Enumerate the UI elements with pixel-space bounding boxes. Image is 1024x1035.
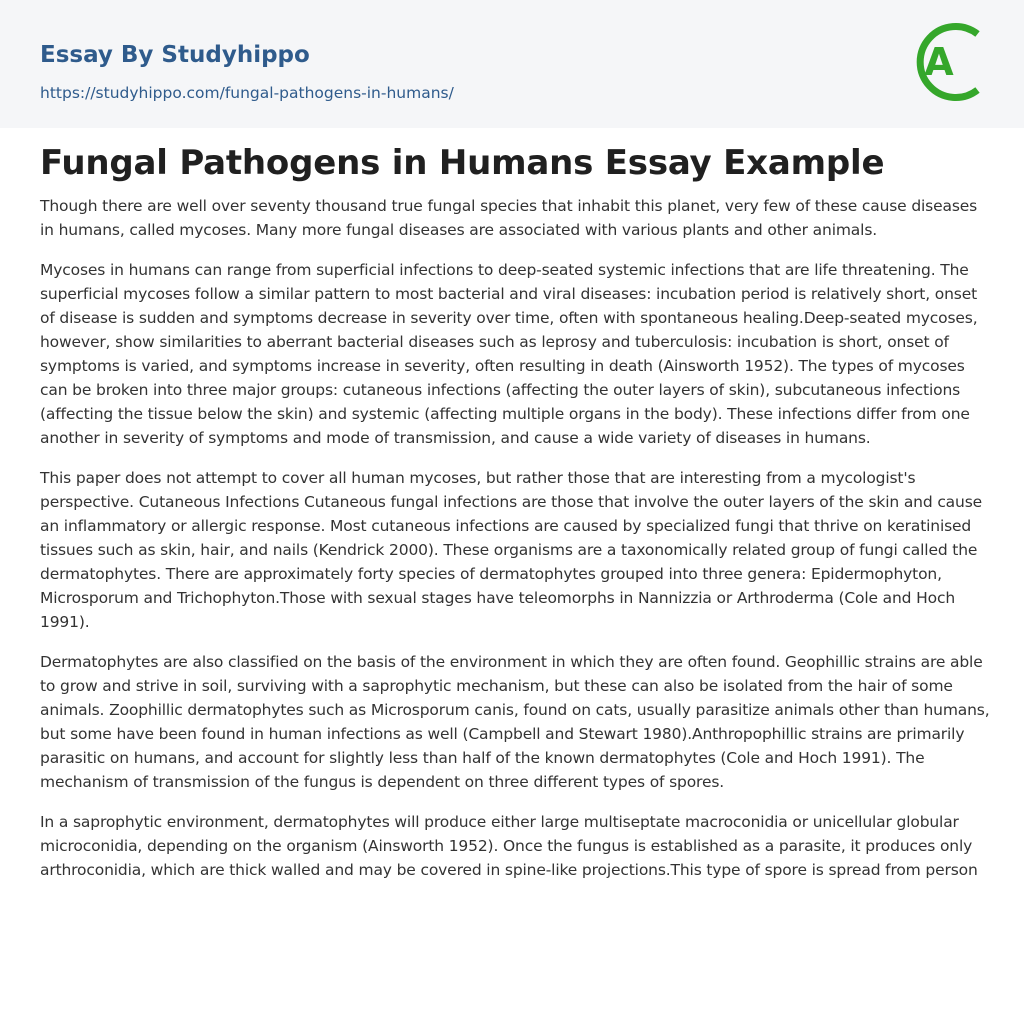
brand-title[interactable]: Essay By Studyhippo	[40, 42, 310, 68]
source-url-link[interactable]: https://studyhippo.com/fungal-pathogens-in-humans/	[40, 84, 454, 102]
studyhippo-logo-icon[interactable]	[913, 20, 987, 104]
essay-paragraph: This paper does not attempt to cover all human mycoses, but rather those that are interesting from a mycologist's perspective. Cutaneous Infections Cutaneous fungal infections are those that involve the outer layers of the skin and cause an inflammatory or allergic response. Most cutaneous infections are caused by specialized fungi that thrive on keratinised tissues such as skin, hair, and nails (Kendrick 2000). These organisms are a taxonomically related group of fungi called the dermatophytes. There are approximately forty species of dermatophytes grouped into three genera: Epidermophyton, Microsporum and Trichophyton.Those with sexual stages have teleomorphs in Nannizzia or Arthroderma (Cole and Hoch 1991).	[40, 469, 983, 631]
essay-paragraph: In a saprophytic environment, dermatophytes will produce either large multiseptate macroconidia or unicellular globular microconidia, depending on the organism (Ainsworth 1952). Once the fungus is established as a parasite, it produces only arthroconidia, which are thick walled and may be covered in spine-like projections.This type of spore is spread from person	[40, 813, 978, 879]
essay-paragraph: Dermatophytes are also classified on the basis of the environment in which they are often found. Geophillic strains are able to grow and strive in soil, surviving with a saprophytic mechanism, but these can also be isolated from the hair of some animals. Zoophillic dermatophytes such as Microsporum canis, found on cats, usually parasitize animals other than humans, but some have been found in human infections as well (Campbell and Stewart 1980).Anthropophillic strains are primarily parasitic on humans, and account for slightly less than half of the known dermatophytes (Cole and Hoch 1991). The mechanism of transmission of the fungus is dependent on three different types of spores.	[40, 653, 990, 791]
site-header	[0, 0, 1024, 128]
essay-body	[40, 194, 990, 898]
logo-letter: A	[924, 40, 954, 84]
essay-paragraph: Though there are well over seventy thousand true fungal species that inhabit this planet, very few of these cause diseases in humans, called mycoses. Many more fungal diseases are associated with various plants and other animals.	[40, 197, 978, 239]
page-title: Fungal Pathogens in Humans Essay Example	[40, 143, 885, 183]
essay-paragraph: Mycoses in humans can range from superficial infections to deep-seated systemic infections that are life threatening. The superficial mycoses follow a similar pattern to most bacterial and viral diseases: incubation period is relatively short, onset of disease is sudden and symptoms decrease in severity over time, often with spontaneous healing.Deep-seated mycoses, however, show similarities to aberrant bacterial diseases such as leprosy and tuberculosis: incubation is short, onset of symptoms is varied, and symptoms increase in severity, often resulting in death (Ainsworth 1952). The types of mycoses can be broken into three major groups: cutaneous infections (affecting the outer layers of skin), subcutaneous infections (affecting the tissue below the skin) and systemic (affecting multiple organs in the body). These infections differ from one another in severity of symptoms and mode of transmission, and cause a wide variety of diseases in humans.	[40, 261, 978, 447]
